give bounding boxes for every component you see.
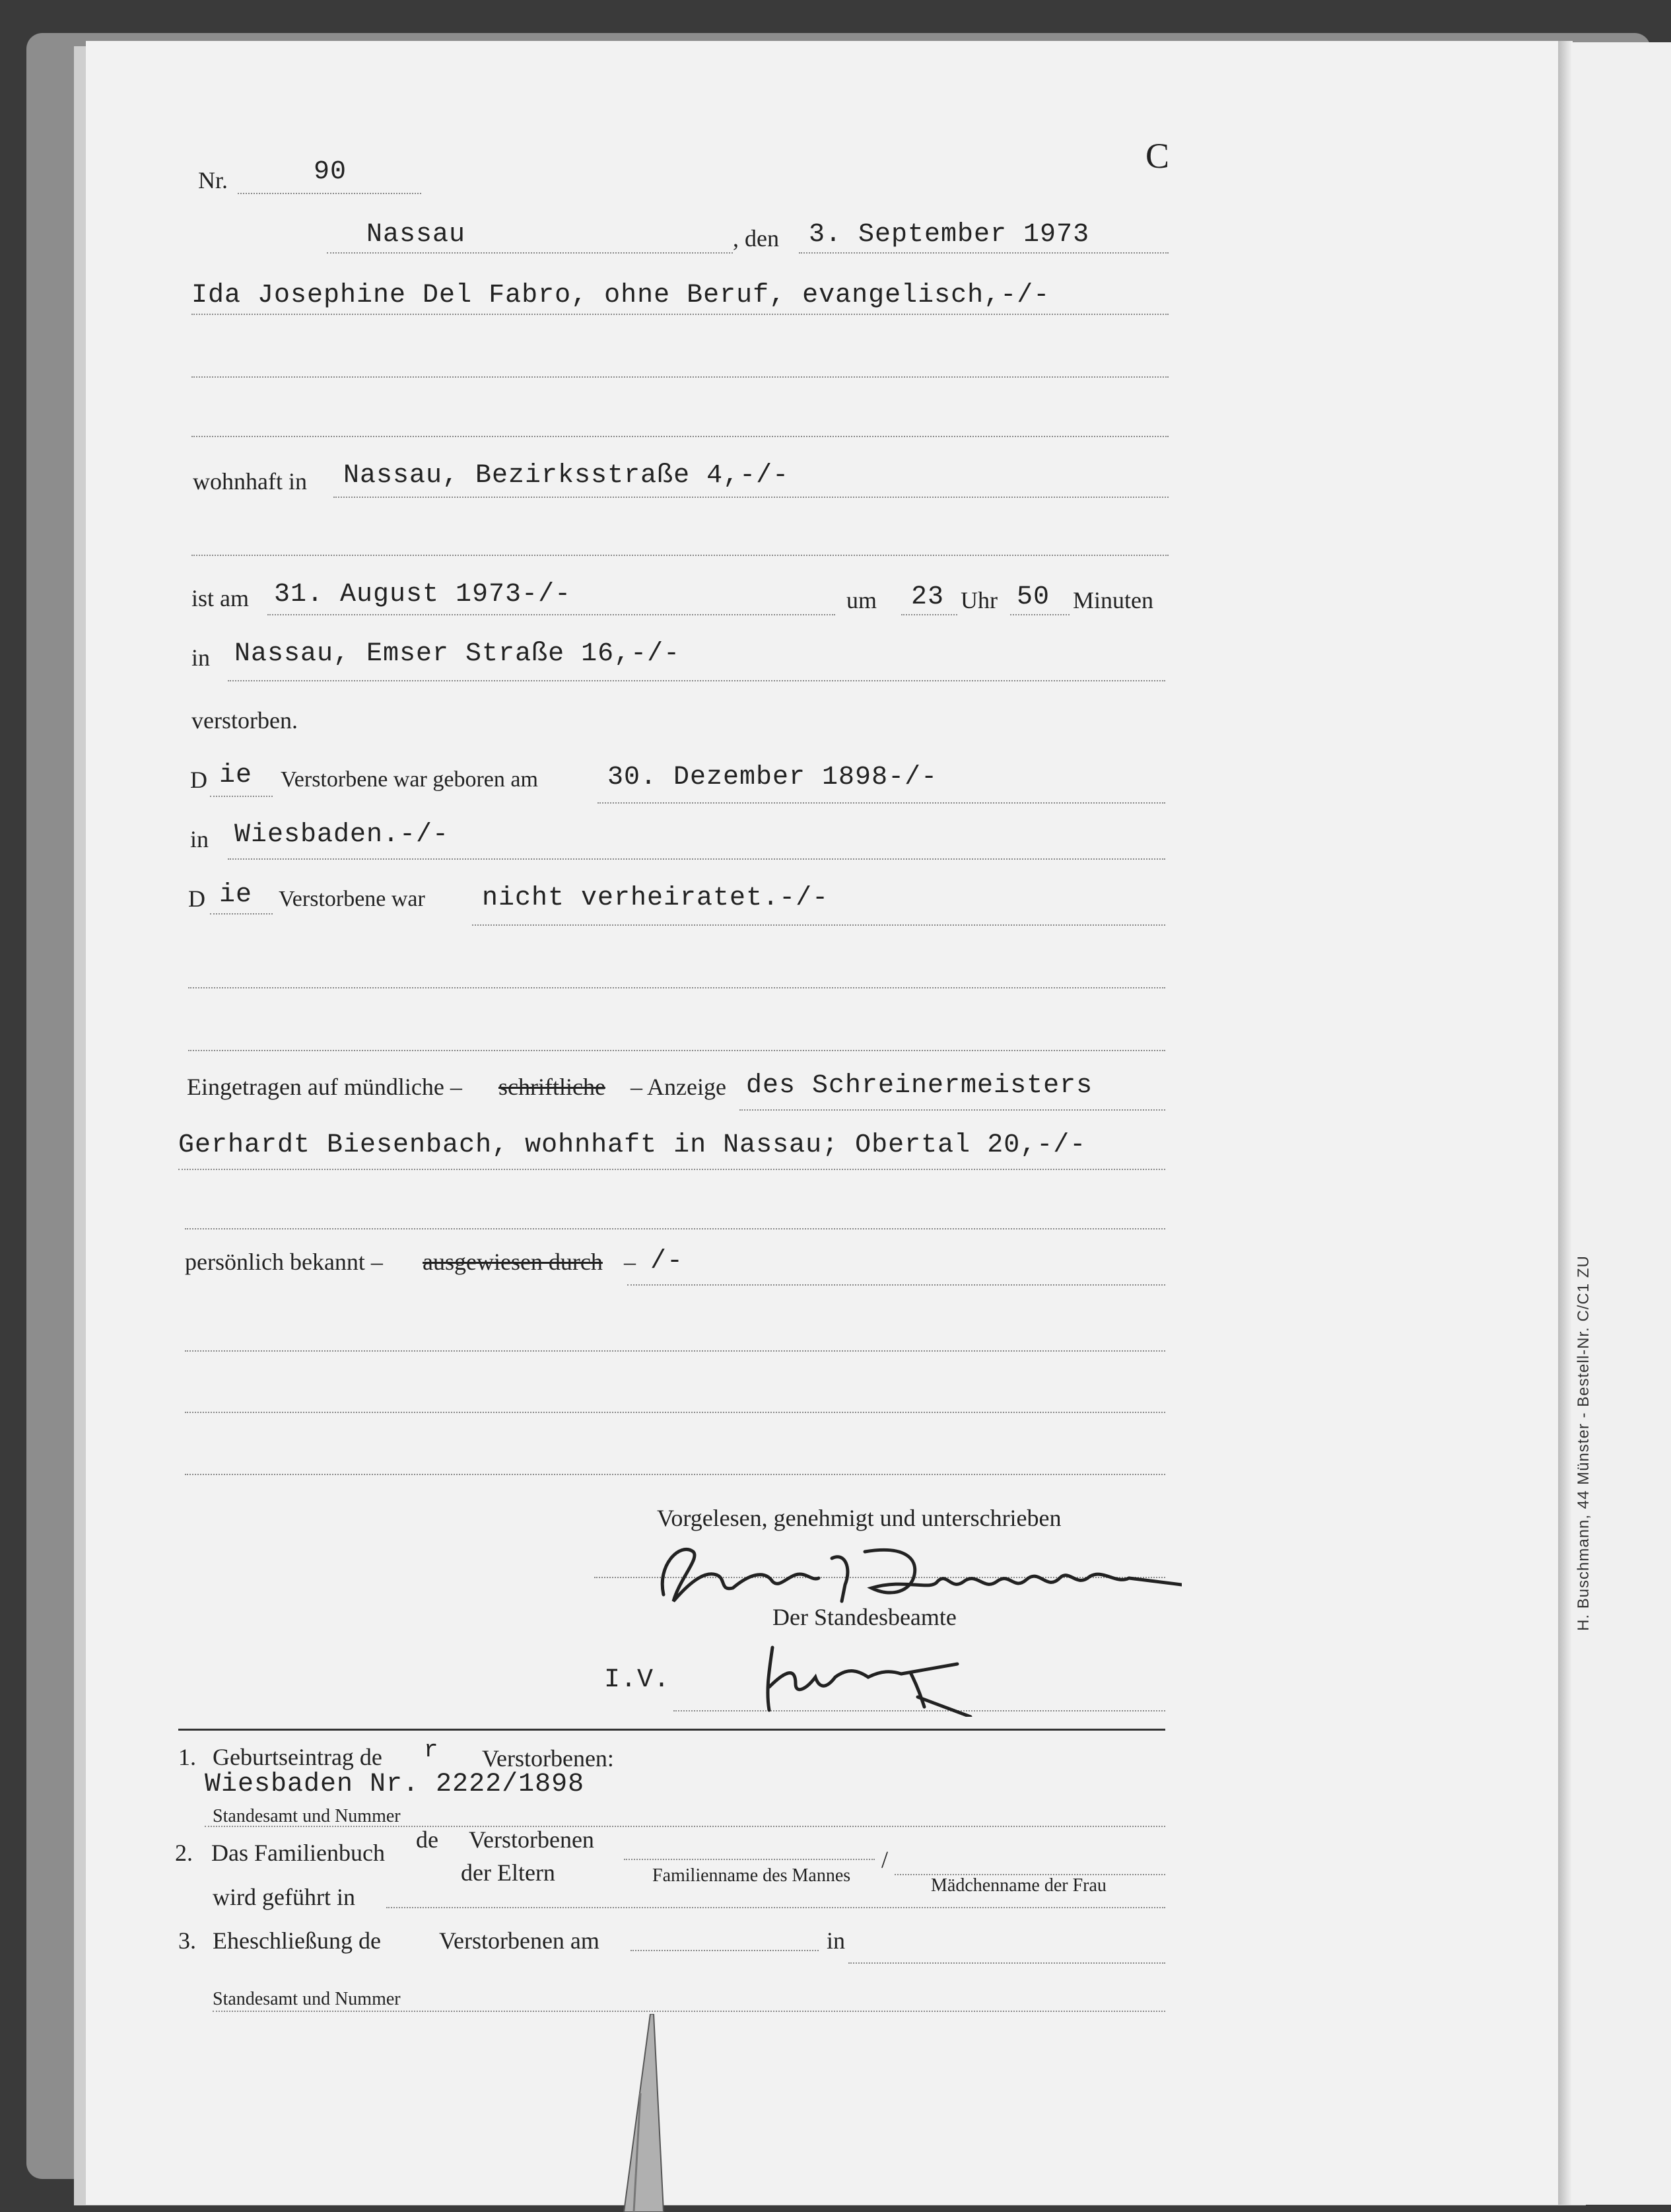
- death-place: Nassau, Emser Straße 16,-/-: [234, 639, 681, 669]
- book-spine: [1558, 41, 1573, 2205]
- item3-label-a: Eheschließung de: [213, 1927, 381, 1954]
- birth-in-label: in: [190, 826, 209, 852]
- vorgelesen-text: Vorgelesen, genehmigt und unterschrieben: [657, 1505, 1062, 1531]
- wohnhaft-label: wohnhaft in: [193, 468, 307, 495]
- uhr-label: Uhr: [961, 587, 998, 613]
- item3-label-b: Verstorbenen am: [439, 1927, 599, 1954]
- item2-mann-caption: Familienname des Mannes: [652, 1865, 851, 1886]
- residence: Nassau, Bezirksstraße 4,-/-: [343, 461, 790, 491]
- item2-eltern: der Eltern: [461, 1859, 555, 1886]
- form-letter: C: [1145, 136, 1170, 176]
- birth-date: 30. Dezember 1898-/-: [607, 763, 938, 792]
- footer-divider: [178, 1729, 1165, 1731]
- schriftliche-struck: schriftliche: [498, 1074, 605, 1100]
- ausgewiesen-struck: ausgewiesen durch: [423, 1249, 603, 1275]
- item2-frau-caption: Mädchenname der Frau: [931, 1875, 1107, 1896]
- um-label: um: [846, 587, 877, 613]
- geboren-label: Verstorbene war geboren am: [281, 767, 538, 792]
- registry-place: Nassau: [366, 220, 466, 250]
- item3-caption: Standesamt und Nummer: [213, 1989, 401, 2009]
- in-label: in: [191, 644, 211, 671]
- ist-am-label: ist am: [191, 585, 249, 611]
- den-label: , den: [733, 225, 779, 252]
- death-minutes: 50: [1017, 582, 1050, 612]
- deceased-description: Ida Josephine Del Fabro, ohne Beruf, evangelisch,-/-: [191, 281, 1050, 310]
- item1-value: Wiesbaden Nr. 2222/1898: [205, 1770, 585, 1799]
- item1-r: r: [424, 1737, 439, 1764]
- bekannt-dash: –: [624, 1249, 636, 1275]
- death-date: 31. August 1973-/-: [274, 580, 572, 609]
- item2-slash: /: [881, 1846, 889, 1873]
- informant-signature: [654, 1538, 1182, 1611]
- item2-label: Das Familienbuch: [211, 1840, 385, 1866]
- publisher-imprint: H. Buschmann, 44 Münster - Bestell-Nr. C/C1 ZU: [1575, 1255, 1592, 1631]
- pen-tip: [614, 2014, 673, 2212]
- die-suffix-2: ie: [219, 880, 253, 910]
- minuten-label: Minuten: [1073, 587, 1153, 613]
- d-label: D: [190, 767, 207, 793]
- item3-number: 3.: [178, 1927, 196, 1954]
- die-suffix: ie: [219, 761, 253, 790]
- bekannt-value: /-: [650, 1247, 684, 1276]
- death-hour: 23: [911, 582, 945, 612]
- marital-status: nicht verheiratet.-/-: [482, 883, 829, 913]
- item3-in: in: [827, 1927, 846, 1954]
- standesbeamte-label: Der Standesbeamte: [772, 1604, 957, 1630]
- d-label-2: D: [188, 885, 205, 912]
- item2-verstorbenen: Verstorbenen: [469, 1826, 594, 1853]
- facing-page: [1571, 42, 1671, 2205]
- item2-de: de: [416, 1826, 438, 1853]
- verstorben-label: verstorben.: [191, 707, 298, 734]
- anzeige-label: – Anzeige: [631, 1074, 726, 1100]
- registry-date: 3. September 1973: [809, 220, 1090, 250]
- entry-number: 90: [314, 157, 347, 187]
- informant-line-1: des Schreinermeisters: [746, 1071, 1093, 1101]
- iv-label: I.V.: [604, 1665, 671, 1695]
- birth-place: Wiesbaden.-/-: [234, 820, 450, 850]
- item1-caption: Standesamt und Nummer: [213, 1806, 401, 1826]
- eingetragen-label: Eingetragen auf mündliche –: [187, 1074, 462, 1100]
- item1-number: 1.: [178, 1744, 196, 1770]
- informant-line-2: Gerhardt Biesenbach, wohnhaft in Nassau; Obertal 20,-/-: [178, 1130, 1087, 1160]
- nr-label: Nr.: [198, 167, 228, 193]
- war-label: Verstorbene war: [279, 887, 425, 911]
- registrar-signature: [759, 1638, 977, 1717]
- item1-label-b: Verstorbenen:: [482, 1745, 614, 1772]
- bekannt-label: persönlich bekannt –: [185, 1249, 383, 1275]
- item2-number: 2.: [175, 1840, 193, 1866]
- item2-gefuehrt: wird geführt in: [213, 1884, 355, 1910]
- item1-label-a: Geburtseintrag de: [213, 1744, 382, 1770]
